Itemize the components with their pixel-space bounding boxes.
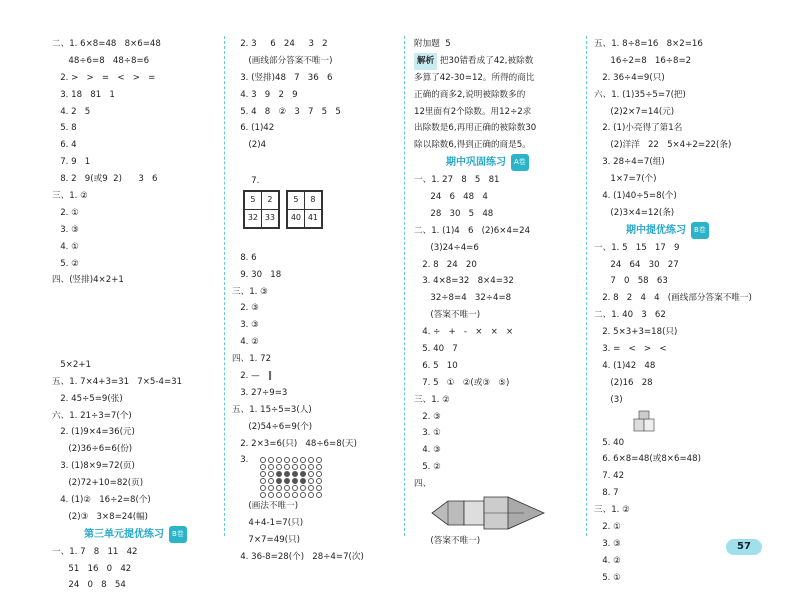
circle-dot [292,471,298,477]
answer-line: 3. [232,455,249,466]
answer-line: 3. 18 81 1 [52,89,115,100]
answer-line: 2. 3 6 24 3 2 [232,39,328,49]
answer-column-3 [414,36,589,550]
answer-line: 5. ② [52,258,79,269]
answer-line: (2)16 28 [594,377,653,388]
circle-dot [268,485,274,491]
answer-line: 四、(竖排)4×2+1 [52,275,124,286]
answer-line: 4. 3 9 2 9 [232,89,298,100]
answer-line: (2)54÷6=9(个) [232,421,313,432]
answer-line: 2. 2×3=6(只) 48÷6=8(天) [232,438,357,449]
circle-dot [316,471,322,477]
box-cell: 33 [261,209,278,227]
answer-line: 4. (1)42 48 [594,360,656,371]
answer-line: 4. ÷ + - × × × [414,327,514,338]
answer-line: 三、1. ③ [232,286,268,297]
answer-line: 3. 28÷4=7(组) [594,157,665,168]
circle-dot-grid [260,457,402,498]
circle-dot [308,492,314,498]
answer-line: 5×2+1 [52,359,91,370]
answer-line: 28 30 5 48 [414,208,494,219]
answer-line: (2)72+10=82(页) [52,478,144,489]
answer-line: 9. 30 18 [232,269,282,280]
circle-dot [260,464,266,470]
answer-line: 3. ③ [52,224,79,235]
answer-line: 2. 45÷5=9(张) [52,393,123,404]
answer-line: (答案不唯一) [414,536,481,547]
answer-line: 3. ③ [594,538,621,549]
banner-badge: A卷 [511,154,529,171]
circle-dot [276,478,282,484]
circle-dot [316,457,322,463]
answer-line: 三、1. ② [414,394,450,405]
analysis-text: 正确的商多2,说明被除数多的 [414,89,526,100]
answer-line: (3)24÷4=6 [414,242,479,253]
answer-line: 3. = < > < [594,344,667,354]
box-cell: 8 [304,192,321,210]
circle-dot [260,471,266,477]
answer-line: 3. 4×8=32 8×4=32 [414,276,514,287]
answer-line: 一、1. 27 8 5 81 [414,175,500,186]
answer-line: 7. 42 [594,471,625,482]
answer-line: 4+4-1=7(只) [232,518,304,529]
circle-dot [300,457,306,463]
circle-dot [268,478,274,484]
answer-line: 2. > > = < > = [52,72,156,83]
circle-dot [316,478,322,484]
answer-line: 2. ① [594,522,621,533]
answer-line: (2)3×4=12(条) [594,207,675,218]
answer-line: 5. 40 7 [414,344,458,354]
answer-line: 6. 5 10 [414,360,458,371]
analysis-text: 出除数是6,再用正确的被除数30 [414,123,537,134]
answer-line: (2)洋洋 22 5×4+2=22(条) [594,140,732,151]
answer-line: 5. ② [414,462,441,473]
answer-line: 4. 36-8=28(个) 28÷4=7(次) [232,552,364,563]
answer-line [52,289,222,306]
answer-line: 24 6 48 4 [414,191,488,202]
circle-dot [300,471,306,477]
circle-dot [276,471,282,477]
circle-dot [316,485,322,491]
banner-badge: B卷 [169,526,187,543]
answer-line: 4. (1)40÷5=8(个) [594,191,677,202]
circle-dot [316,464,322,470]
section-banner [444,154,589,172]
circle-dot [292,485,298,491]
answer-line: 2. ① [52,207,79,218]
answer-line: 一、1. 5 15 17 9 [594,242,680,253]
circle-dot [268,471,274,477]
answer-line: 3. 27÷9=3 [232,387,288,398]
circle-dot [284,464,290,470]
number-box [286,190,323,229]
analysis-text: 除以除数6,得到正确的商是5。 [414,140,531,151]
cube-stack-figure [630,409,670,435]
circle-dot [300,478,306,484]
circle-dot [260,457,266,463]
box-cell: 40 [287,209,304,227]
circle-dot [260,485,266,491]
answer-line: 三、1. ② [594,505,630,516]
answer-line: 4. ① [52,241,79,252]
answer-line: 8. 7 [594,488,619,499]
answer-line: 8. 6 [232,252,257,263]
column-divider [224,36,225,536]
answer-line: (2)③ 3×8=24(幅) [52,511,149,522]
answer-line: (2)36÷6=6(份) [52,444,133,455]
circle-dot [308,471,314,477]
answer-line: 2. (1)9×4=36(元) [52,427,135,438]
answer-boxes-row [232,156,402,246]
circle-dot [284,457,290,463]
banner-badge: B卷 [691,222,709,239]
circle-dot [276,485,282,491]
banner-title: 期中提优练习 [626,224,686,236]
answer-line: 2. 36÷4=9(只) [594,72,665,83]
answer-line: 7 0 58 63 [594,276,668,287]
answer-line: 3. (竖排)48 7 36 6 [232,72,333,83]
answer-line [52,323,222,340]
answer-line: 24 0 8 54 [52,580,126,591]
answer-line: 一、1. 7 8 11 42 [52,546,138,557]
circle-dot [300,492,306,498]
circle-dot [292,464,298,470]
answer-line: 六、1. 21÷3=7(个) [52,410,132,421]
answer-line: 8. 2 9(或9 2) 3 6 [52,174,158,185]
answer-line: 2. ③ [232,303,259,314]
box-cell: 5 [244,192,261,210]
answer-line: 16÷2=8 16÷8=2 [594,55,692,66]
answer-line: 五、1. 7×4+3=31 7×5-4=31 [52,376,183,387]
answer-line: 3. ① [414,428,441,439]
answer-line: 四、 [414,479,432,490]
circle-dot [268,457,274,463]
answer-line: 32÷8=4 32÷4=8 [414,293,512,304]
answer-line: 5. 40 [594,437,625,448]
answer-line: 2. 8 24 20 [414,259,477,270]
answer-line: (画线部分答案不唯一) [232,55,333,66]
answer-line: 5. ① [594,572,621,583]
answer-line: 2. — ‖ [232,371,273,381]
circle-dot [284,471,290,477]
circle-dot [260,478,266,484]
answer-line: 7×7=49(只) [232,535,300,546]
answer-line: 二、1. 6×8=48 8×6=48 [52,39,161,49]
answer-column-1 [52,36,222,594]
answer-line: 51 16 0 42 [52,563,132,574]
circle-dot [292,457,298,463]
circle-dot [276,464,282,470]
answer-line: 二、1. (1)4 6 (2)6×4=24 [414,225,531,236]
answer-line: 2. (1)小亮得了第1名 [594,123,683,134]
answer-line: 7. 9 1 [52,157,91,168]
answer-line: 4. ② [232,337,259,348]
answer-line: 4. ② [594,555,621,566]
circle-dot [284,485,290,491]
answer-line: 三、1. ② [52,191,88,202]
answer-line: (2)2×7=14(元) [594,106,675,117]
circle-dot [300,485,306,491]
banner-title: 第三单元提优练习 [84,528,164,540]
answer-line: 3. (1)8×9=72(页) [52,461,135,472]
answer-line: 2. 5×3+3=18(只) [594,327,678,338]
answer-line: 5. 8 [52,123,77,134]
box-cell: 32 [244,209,261,227]
number-box [243,190,280,229]
circle-dot [308,485,314,491]
circle-dot [316,492,322,498]
answer-line: 二、1. 40 3 62 [594,310,666,321]
section-banner [82,526,222,544]
answer-line: 6. 6×8=48(或8×6=48) [594,454,701,465]
section-banner [624,222,779,240]
box-cell: 5 [287,192,304,210]
answer-line: (2)4 [232,140,267,151]
answer-column-2 [232,36,402,566]
answer-line: (答案不唯一) [414,310,481,321]
answer-line: 4. ③ [414,445,441,456]
circle-dot [308,457,314,463]
bonus-question-line: 附加题 5 [414,39,451,49]
analysis-text: 12里面有2个除数。用12÷2求 [414,106,532,117]
answer-line: 2. 8 2 4 4 (画线部分答案不唯一) [594,293,752,304]
answer-line: 六、1. (1)35÷5=7(把) [594,89,686,100]
circle-dot [276,457,282,463]
analysis-line [414,53,589,70]
answer-line: 五、1. 15÷5=3(人) [232,404,312,415]
answer-line: 7. 5 ① ②(或③ ⑤) [414,377,510,388]
answer-line: 48÷6=8 48÷8=6 [52,55,150,66]
circle-dot [300,464,306,470]
answer-line: 1×7=7(个) [594,174,657,185]
answer-line: (画法不唯一) [232,501,299,512]
answer-line: 24 64 30 27 [594,259,679,270]
answer-column-4 [594,36,779,587]
answer-line: 4. 2 5 [52,106,91,117]
circle-dot [268,464,274,470]
circle-dot [284,478,290,484]
analysis-text: 多算了42-30=12。所得的商比 [414,72,535,83]
answer-line: 四、1. 72 [232,354,272,365]
answer-line: 5. 4 8 ② 3 7 5 5 [232,106,341,117]
box-cell: 2 [261,192,278,210]
analysis-label: 解析 [414,53,437,70]
answer-line: (3) [594,394,623,405]
banner-title: 期中巩固练习 [446,157,506,169]
item-number: 7. [242,176,263,187]
answer-line: 五、1. 8÷8=16 8×2=16 [594,39,703,49]
circle-dot [308,478,314,484]
answer-line [52,306,222,323]
answer-line: 4. (1)② 16÷2=8(个) [52,495,151,506]
column-divider [404,36,405,536]
box-cell: 41 [304,209,321,227]
answer-line [52,340,222,357]
circle-dot [292,478,298,484]
answer-line: 2. ③ [414,411,441,422]
analysis-text: 把30错看成了42,被除数 [437,55,534,66]
tangram-figure [428,493,548,533]
answer-line: 3. ③ [232,320,259,331]
page-number: 57 [726,539,762,555]
answer-line: 6. 4 [52,140,77,151]
answer-line: 6. (1)42 [232,123,275,134]
circle-dot [308,464,314,470]
